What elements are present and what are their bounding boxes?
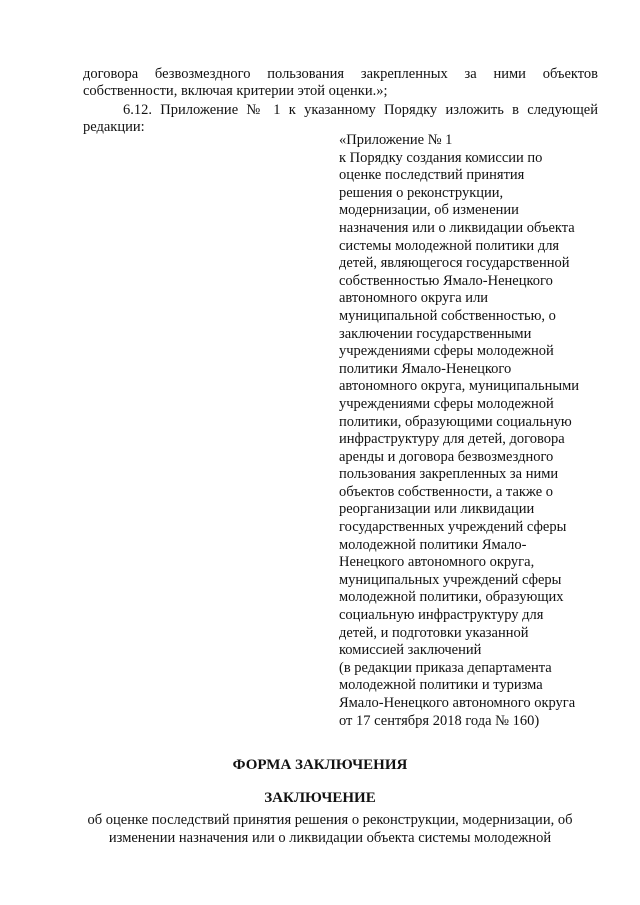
appendix-line: Ямало-Ненецкого автономного округа [339, 695, 576, 711]
clause-line-2: редакции: [83, 119, 145, 135]
appendix-line: реорганизации или ликвидации [339, 501, 535, 518]
appendix-line: оценке последствий принятия [339, 167, 525, 184]
appendix-line: детей, и подготовки указанной [339, 624, 529, 641]
appendix-line: собственностью Ямало-Ненецкого [339, 272, 553, 289]
appendix-line: инфраструктуру для детей, договора [339, 431, 565, 448]
conclusion-line-1: об оценке последствий принятия решения о реконструкции, модернизации, об [87, 812, 573, 828]
conclusion-line-2: изменении назначения или о ликвидации объекта системы молодежной [108, 830, 552, 846]
appendix-line: молодежной политики и туризма [339, 677, 543, 694]
appendix-line: назначения или о ликвидации объекта [339, 219, 575, 236]
conclusion-title: ЗАКЛЮЧЕНИЕ [264, 790, 376, 806]
appendix-line: аренды и договора безвозмездного [339, 448, 554, 465]
appendix-line: учреждениями сферы молодежной [339, 395, 554, 412]
intro-line-1: договора безвозмездного пользования закрепленных за ними объектов [83, 66, 598, 82]
appendix-line: детей, являющегося государственной [339, 255, 570, 272]
intro-line-2: собственности, включая критерии этой оценки.»; [83, 83, 388, 99]
clause-line-1: 6.12. Приложение № 1 к указанному Порядку изложить в следующей [123, 102, 598, 118]
appendix-line: системы молодежной политики для [339, 237, 560, 254]
clause-paragraph [83, 102, 598, 136]
conclusion-subtitle [70, 811, 590, 847]
appendix-line: модернизации, об изменении [339, 202, 519, 219]
appendix-line: политики Ямало-Ненецкого [339, 360, 512, 377]
appendix-line: автономного округа, муниципальными [339, 378, 580, 395]
appendix-line: муниципальной собственностью, о [339, 307, 556, 324]
appendix-header-block [339, 132, 599, 730]
appendix-line: заключении государственными [339, 325, 532, 342]
appendix-line: (в редакции приказа департамента [339, 659, 552, 676]
appendix-line: муниципальных учреждений сферы [339, 571, 562, 588]
form-title: ФОРМА ЗАКЛЮЧЕНИЯ [232, 757, 408, 773]
appendix-line: объектов собственности, а также о [339, 483, 554, 500]
appendix-line: политики, образующими социальную [339, 413, 572, 430]
appendix-line: от 17 сентября 2018 года № 160) [339, 712, 540, 729]
appendix-line: Ненецкого автономного округа, [339, 554, 535, 571]
appendix-line: пользования закрепленных за ними [339, 466, 559, 483]
appendix-line: автономного округа или [339, 290, 489, 307]
appendix-line: социальную инфраструктуру для [339, 607, 544, 624]
intro-paragraph [83, 66, 598, 100]
appendix-line: государственных учреждений сферы [339, 519, 567, 536]
appendix-line: молодежной политики, образующих [339, 589, 564, 606]
appendix-line: «Приложение № 1 [339, 132, 453, 148]
appendix-line: молодежной политики Ямало- [339, 536, 527, 553]
appendix-line: к Порядку создания комиссии по [339, 149, 543, 166]
appendix-line: комиссией заключений [339, 642, 482, 659]
appendix-line: решения о реконструкции, [339, 184, 504, 201]
appendix-line: учреждениями сферы молодежной [339, 343, 554, 360]
